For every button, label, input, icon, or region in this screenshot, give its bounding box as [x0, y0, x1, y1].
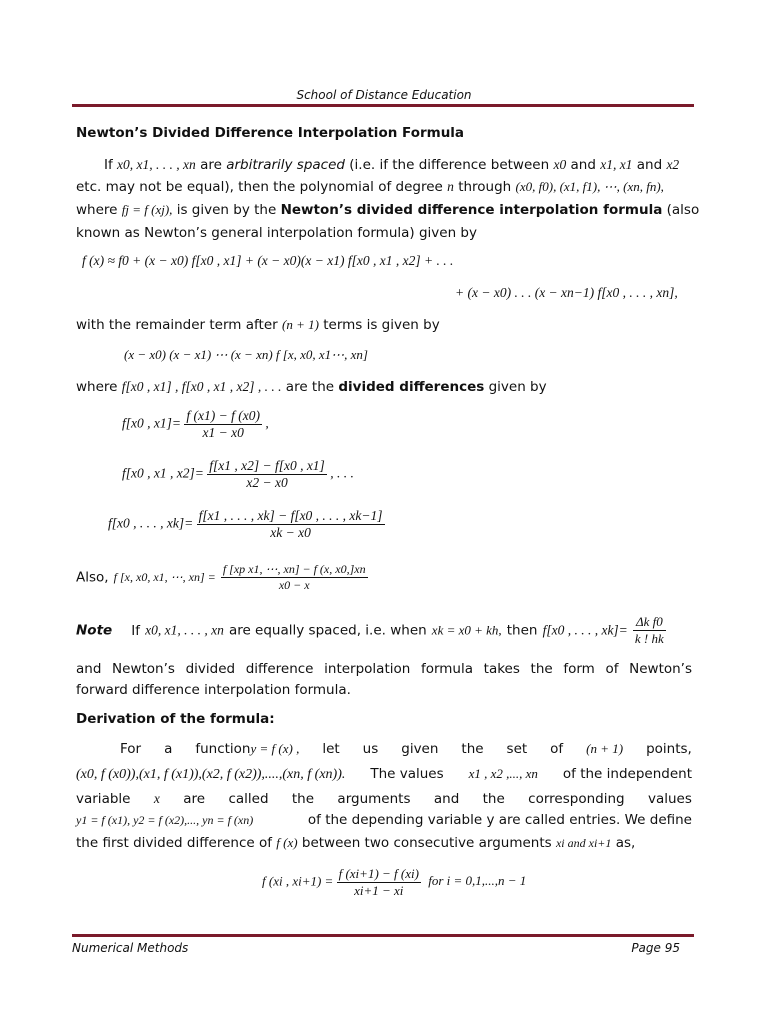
math-inline: x2 — [666, 157, 680, 172]
footer-page-number: Page 95 — [631, 941, 680, 955]
math-inline: (n + 1) — [586, 741, 624, 756]
text: If — [131, 622, 141, 639]
text: us — [362, 741, 379, 757]
math-inline: n — [447, 179, 454, 194]
numerator: f (x1) − f (x0) — [186, 408, 260, 423]
denominator: k ! hk — [634, 631, 664, 646]
text: where — [76, 379, 118, 395]
header-rule — [72, 104, 694, 107]
fraction — [633, 614, 666, 647]
formula-newton-line-2: + (x − x0) . . . (x − xn−1) f[x0 , . . . , xn], — [455, 285, 678, 300]
text: Also, — [76, 569, 109, 586]
denominator: xi+1 − xi — [354, 883, 404, 898]
text: values — [647, 791, 692, 807]
note-label: Note — [76, 622, 113, 639]
paragraph-line-1 — [104, 156, 679, 174]
math-inline: x0, x1, . . . , xn — [117, 157, 196, 172]
text: of the depending variable y are called entries. We define — [307, 812, 692, 828]
text: terms is given by — [323, 317, 440, 333]
math-inline: y = f (x) , — [250, 741, 300, 756]
formula-lhs: f [x, x0, x1, ⋯, xn] = — [113, 570, 216, 584]
paragraph-line-4: known as Newton’s general interpolation formula) given by — [76, 225, 477, 241]
numerator: f[x1 , x2] − f[x0 , x1] — [209, 458, 325, 473]
note-paragraph-line-3: forward difference interpolation formula. — [76, 682, 351, 698]
text: are the — [285, 379, 335, 395]
text: called — [228, 791, 269, 807]
text: variable — [76, 791, 131, 807]
formula-condition: for i = 0,1,...,n − 1 — [428, 873, 527, 889]
function-phrase — [195, 740, 299, 758]
numerator: f [xp x1, ⋯, xn] − f (x, x0,]xn — [222, 562, 366, 576]
math-inline: xi and xi+1 — [555, 836, 612, 850]
divided-diff-intro — [76, 378, 547, 396]
footer-course-name: Numerical Methods — [72, 941, 189, 955]
denominator: x1 − x0 — [202, 425, 244, 440]
text: and — [433, 791, 460, 807]
text: let — [322, 741, 340, 757]
text: are — [200, 157, 222, 173]
formula-lhs: f[x0 , . . . , xk]= — [108, 515, 194, 531]
text: between two consecutive arguments — [301, 835, 552, 851]
emphasis-text: arbitrarily spaced — [226, 157, 345, 173]
math-inline: x0 — [553, 157, 567, 172]
text: a — [164, 741, 173, 757]
text: is given by the — [176, 202, 277, 218]
math-inline: x1, x1 — [600, 157, 633, 172]
formula-lhs: f[x0 , x1]= — [122, 415, 181, 431]
derivation-heading: Derivation of the formula: — [76, 711, 275, 727]
text: , . . . — [330, 465, 354, 481]
math-inline: f[x0 , x1] , f[x0 , x1 , x2] , . . . — [121, 379, 282, 394]
paragraph-line-2 — [76, 178, 664, 196]
derivation-line-1 — [120, 740, 692, 758]
text: the first divided difference of — [76, 835, 272, 851]
math-inline: f (x) — [276, 835, 298, 850]
first-divided-diff-formula — [262, 866, 526, 899]
text: For — [120, 741, 142, 757]
text: given by — [488, 379, 547, 395]
text: the — [291, 791, 315, 807]
math-inline: x — [153, 791, 160, 806]
text: set — [506, 741, 528, 757]
numerator: f[x1 , . . . , xk] − f[x0 , . . . , xk−1] — [198, 508, 383, 523]
remainder-text — [76, 316, 440, 334]
text: and — [570, 157, 596, 173]
numerator: f (xi+1) − f (xi) — [338, 866, 419, 881]
math-inline: xk = x0 + kh, — [431, 622, 502, 638]
math-inline: (x0, f (x0)),(x1, f (x1)),(x2, f (x2)),....,(xn, f (xn)). — [76, 767, 346, 782]
section-heading: Newton’s Divided Difference Interpolation Formula — [76, 125, 465, 141]
text: the — [482, 791, 505, 807]
derivation-line-3 — [76, 790, 692, 808]
text: (i.e. if the difference between — [349, 157, 550, 173]
remainder-formula: (x − x0) (x − x1) ⋯ (x − xn) f [x, x0, x1⋯, xn] — [124, 347, 368, 362]
formula-lhs: f[x0 , . . . , xk]= — [542, 622, 628, 638]
text: of the independent — [562, 766, 692, 782]
derivation-line-5 — [76, 834, 635, 852]
text: are equally spaced, i.e. when — [228, 622, 427, 639]
math-inline: x0, x1, . . . , xn — [145, 622, 224, 638]
divided-diff-kth — [108, 508, 385, 541]
text: of — [550, 741, 564, 757]
text: function — [195, 741, 251, 757]
fraction — [337, 866, 421, 899]
text: points, — [646, 741, 692, 757]
text: arguments — [337, 791, 411, 807]
denominator: x2 − x0 — [246, 475, 288, 490]
text: The values — [370, 766, 444, 782]
page-header: School of Distance Education — [296, 88, 472, 102]
also-formula — [76, 562, 368, 593]
math-inline: fj = f (xj), — [121, 202, 173, 217]
text: and — [636, 157, 663, 173]
denominator: xk − x0 — [270, 525, 311, 540]
text: as, — [615, 835, 636, 851]
math-inline: (n + 1) — [281, 317, 319, 332]
derivation-line-2 — [76, 765, 692, 784]
text: are — [183, 791, 206, 807]
paragraph-line-3 — [76, 201, 699, 219]
formula-newton-line-1: f (x) ≈ f0 + (x − x0) f[x0 , x1] + (x − x0)(x − x1) f[x0 , x1 , x2] + . . . — [82, 253, 454, 268]
text: the — [461, 741, 484, 757]
note-line — [76, 614, 666, 647]
fraction — [197, 508, 385, 541]
text: etc. may not be equal), then the polynomial of degree — [76, 179, 443, 195]
math-inline: y1 = f (x1), y2 = f (x2),..., yn = f (xn) — [76, 813, 254, 827]
bold-text: divided differences — [338, 379, 485, 395]
fraction — [207, 458, 327, 491]
footer-rule — [72, 934, 694, 937]
text: then — [506, 622, 538, 639]
text: through — [458, 179, 512, 195]
formula-lhs: f (xi , xi+1) = — [262, 873, 334, 889]
text: with the remainder term after — [76, 317, 278, 333]
text: where — [76, 202, 118, 218]
text: If — [104, 157, 113, 173]
fraction — [184, 408, 262, 441]
numerator: Δk f0 — [633, 614, 666, 631]
denominator: x0 − x — [278, 578, 310, 592]
math-inline: (x0, f0), (x1, f1), ⋯, (xn, fn), — [515, 179, 664, 194]
text: , — [265, 415, 269, 431]
math-inline: x1 , x2 ,..., xn — [468, 766, 538, 781]
divided-diff-first — [122, 408, 269, 441]
bold-text: Newton’s divided difference interpolation formula — [280, 202, 663, 218]
divided-diff-second — [122, 458, 354, 491]
formula-lhs: f[x0 , x1 , x2]= — [122, 465, 204, 481]
text: given — [401, 741, 439, 757]
note-paragraph-line-2: and Newton’s divided difference interpolation formula takes the form of Newton’s — [76, 661, 692, 677]
derivation-line-4 — [76, 811, 692, 829]
text: corresponding — [528, 791, 625, 807]
fraction — [221, 562, 368, 593]
text: (also — [666, 202, 700, 218]
